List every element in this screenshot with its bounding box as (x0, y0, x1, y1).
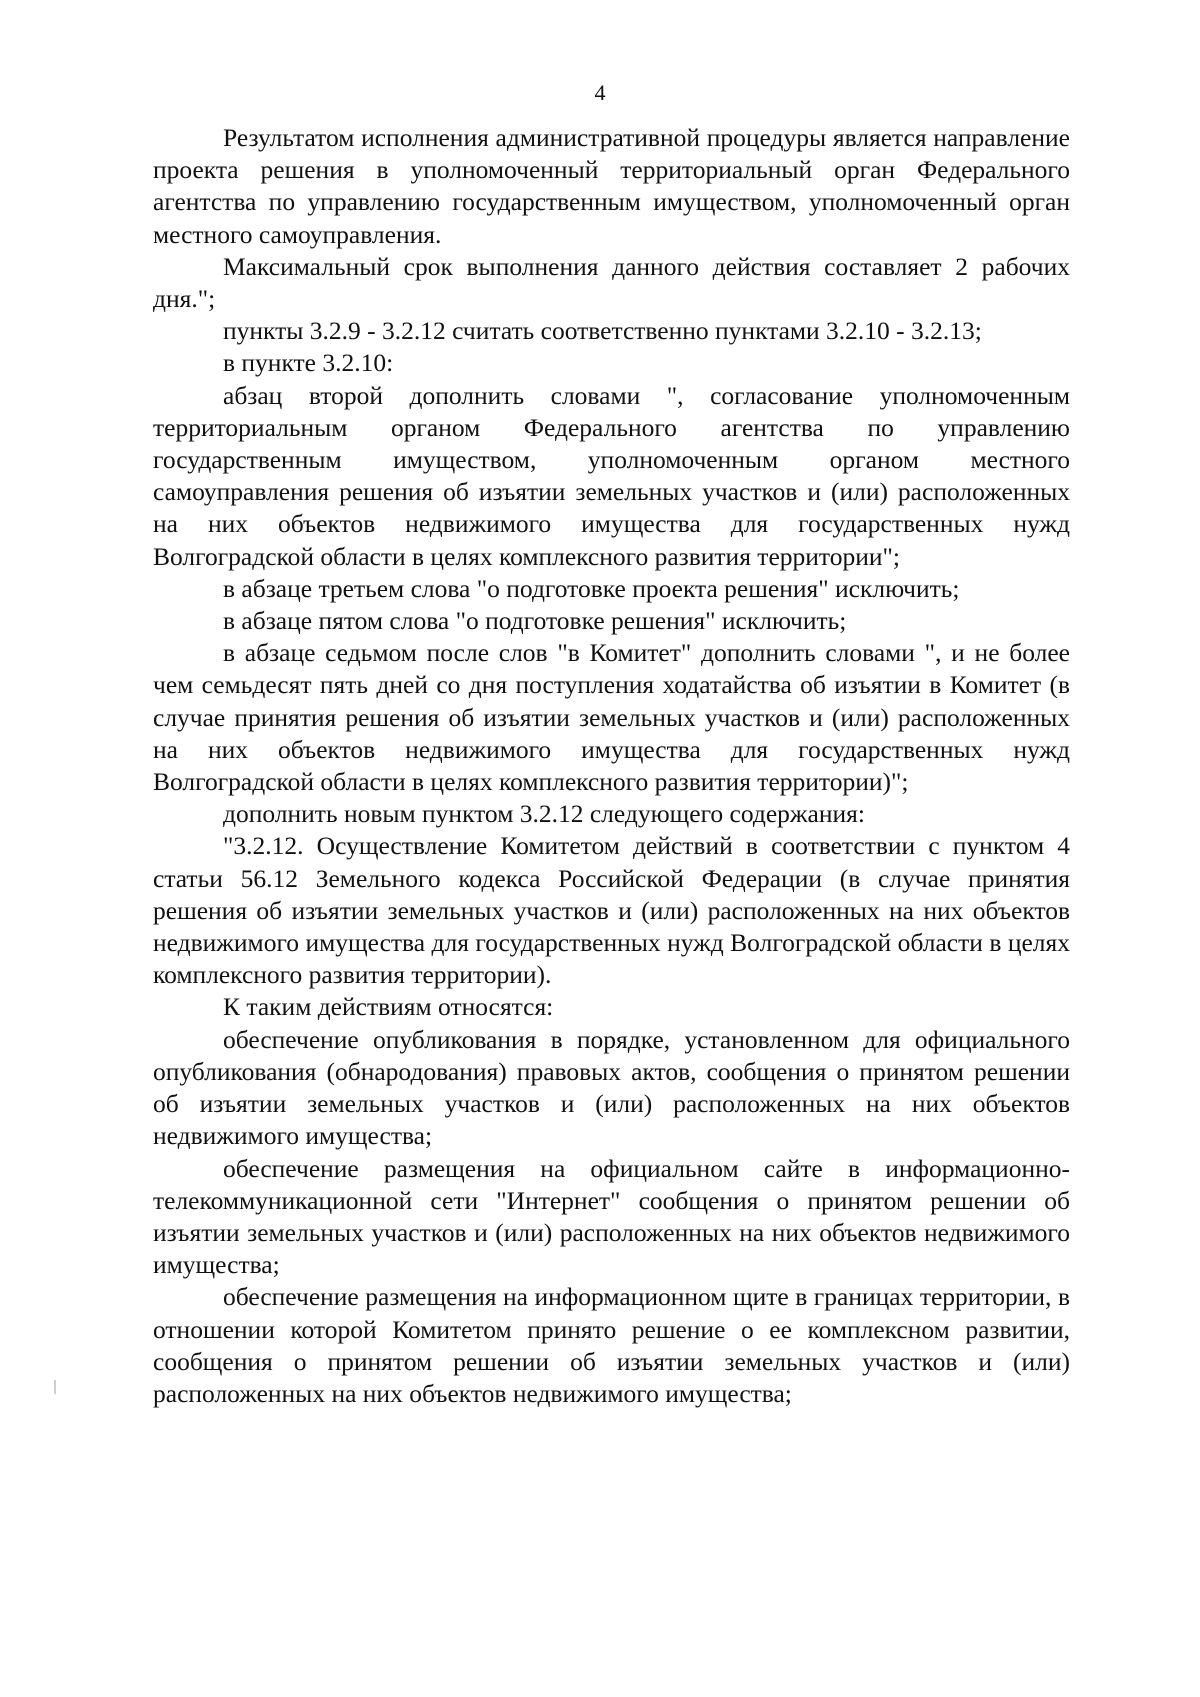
paragraph-item-3-2-10: в пункте 3.2.10: (223, 348, 394, 378)
document-body (153, 122, 1070, 1410)
page-number: 4 (594, 80, 606, 105)
paragraph-item-3-2-12-text: "3.2.12. Осуществление Комитетом действий в соответствии с пунктом 4 статьи 56.12 Земельного кодекса Российской Федерации (в случае принятия решения об изъятии земельных участков и (или) расположенных на них объектов недвижимого имущества для государственных нужд Волгоградской области в целях комплексного развития территории). (153, 831, 1070, 990)
paragraph-result: Результатом исполнения административной процедуры является направление проекта решения в уполномоченный территориальный орган Федерального агентства по управлению государственным имуществом, уполномоченный орган местного самоуправления. (153, 123, 1070, 249)
paragraph-add-item-3-2-12: дополнить новым пунктом 3.2.12 следующего содержания: (223, 799, 865, 829)
paragraph-fifth-abzac: в абзаце пятом слова "о подготовке решения" исключить; (223, 606, 847, 636)
paragraph-second-abzac: абзац второй дополнить словами ", согласование уполномоченным территориальным органом Федерального агентства по управлению государственным имуществом, уполномоченным органом местного самоуправления решения об изъятии земельных участков и (или) расположенных на них объектов недвижимого имущества для государственных нужд Волгоградской области в целях комплексного развития территории"; (153, 380, 1070, 571)
paragraph-renumber-items: пункты 3.2.9 - 3.2.12 считать соответственно пунктами 3.2.10 - 3.2.13; (223, 316, 982, 346)
paragraph-third-abzac: в абзаце третьем слова "о подготовке проекта решения" исключить; (223, 573, 960, 603)
paragraph-website: обеспечение размещения на официальном сайте в информационно-телекоммуникационной сети "Интернет" сообщения о принятом решении об изъятии земельных участков и (или) расположенных на них объектов недвижимого имущества; (153, 1153, 1070, 1280)
paragraph-info-board: обеспечение размещения на информационном щите в границах территории, в отношении которой Комитетом принято решение о ее комплексном развитии, сообщения о принятом решении об изъятии земельных участков и (или) расположенных на них объектов недвижимого имущества; (153, 1282, 1070, 1408)
paragraph-max-term: Максимальный срок выполнения данного действия составляет 2 рабочих дня."; (153, 251, 1070, 314)
scan-artifact (54, 1380, 56, 1394)
paragraph-publication: обеспечение опубликования в порядке, установленном для официального опубликования (обнародования) правовых актов, сообщения о принятом решении об изъятии земельных участков и (или) расположенных на них объектов недвижимого имущества; (153, 1024, 1070, 1151)
paragraph-seventh-abzac: в абзаце седьмом после слов "в Комитет" дополнить словами ", и не более чем семьдесят пять дней со дня поступления ходатайства об изъятии в Комитет (в случае принятия решения об изъятии земельных участков и (или) расположенных на них объектов недвижимого имущества для государственных нужд Волгоградской области в целях комплексного развития территории)"; (153, 638, 1070, 797)
paragraph-actions-intro: К таким действиям относятся: (223, 992, 554, 1022)
